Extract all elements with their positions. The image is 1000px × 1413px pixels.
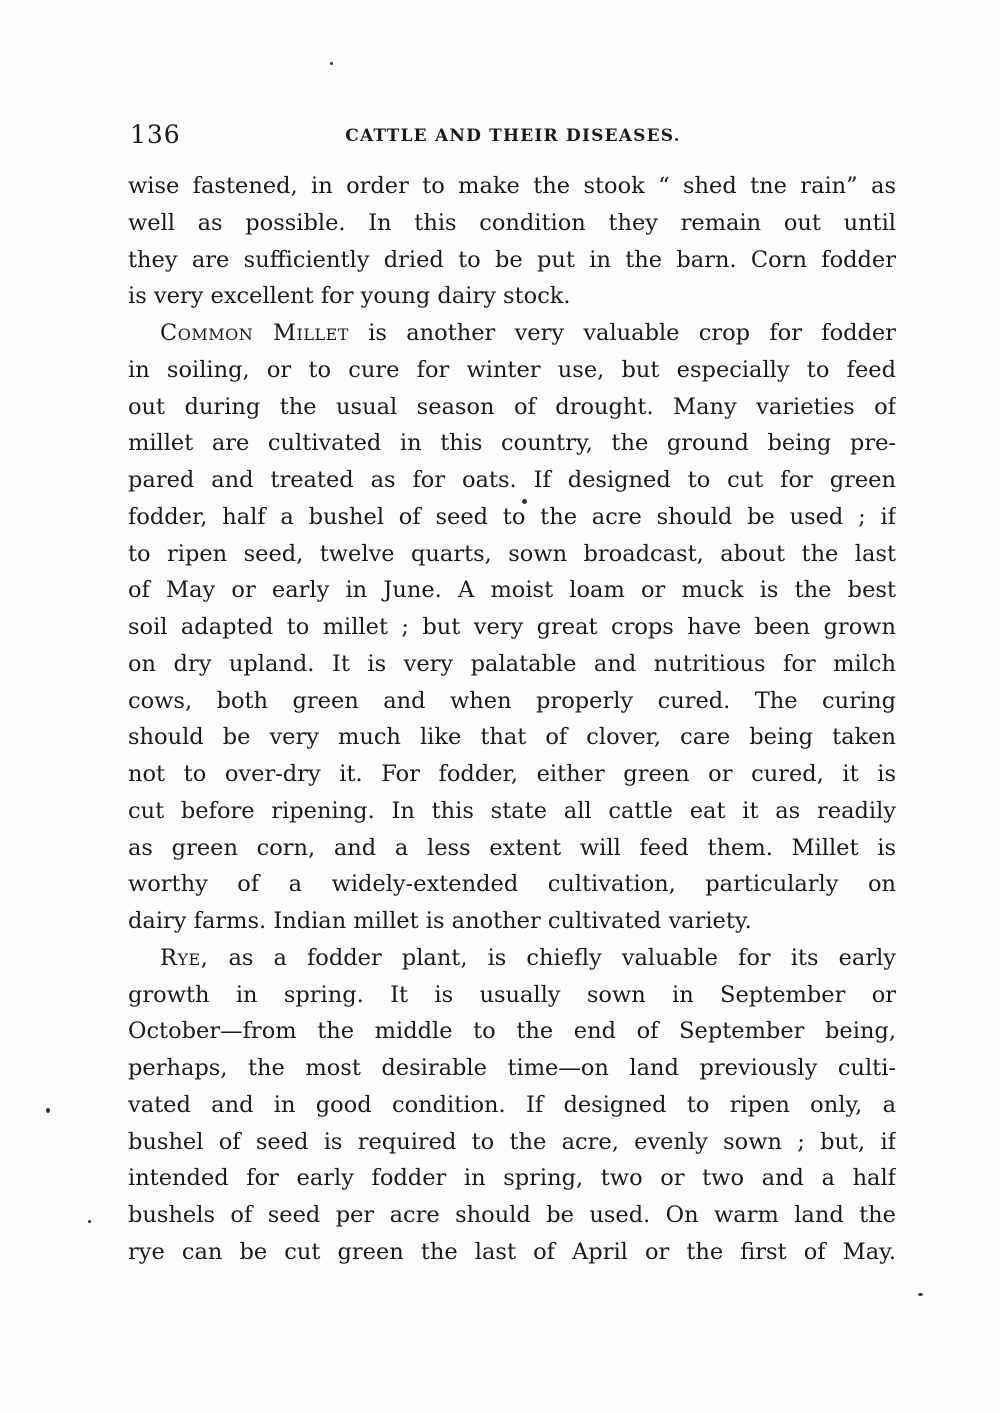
page-number: 136 [130,120,181,149]
text-line: vated and in good condition. If designed to ripen only, a [128,1091,896,1118]
text-line: fodder, half a bushel of seed to the acre should be used ; if [128,503,896,530]
paragraph-rye-first-line [128,940,896,977]
text-line: not to over-dry it. For fodder, either green or cured, it is [128,761,896,787]
text-line: cows, both green and when properly cured. The curing [128,687,896,714]
text-line: out during the usual season of drought. Many varieties of [128,393,896,420]
print-speck [522,499,527,504]
text-line: soil adapted to millet ; but very great crops have been grown [128,614,896,640]
text-line: to ripen seed, twelve quarts, sown broadcast, about the last [128,540,896,567]
paragraph-millet-first-line [128,315,896,352]
text-line: pared and treated as for oats. If designed to cut for green [128,467,896,493]
text-line: as green corn, and a less extent will feed them. Millet is [128,834,896,861]
text-line: October—from the middle to the end of September being, [128,1018,896,1045]
rye-line-rest: as a fodder plant, is chiefly valuable for its early [228,944,896,971]
term-common-millet: Common Millet [160,320,349,346]
text-line: intended for early fodder in spring, two or two and a half [128,1165,896,1192]
text-line: is very excellent for young dairy stock. [128,283,571,310]
text-line: growth in spring. It is usually sown in September or [128,981,896,1008]
text-line: of May or early in June. A moist loam or muck is the best [128,577,896,604]
print-speck [88,1220,91,1223]
print-speck [46,1108,50,1113]
print-speck [918,1293,923,1296]
text-line: should be very much like that of clover, care being taken [128,724,896,751]
text-line: cut before ripening. In this state all cattle eat it as readily [128,797,896,824]
millet-line-rest: is another very valuable crop for fodder [368,320,896,346]
text-line: they are sufficiently dried to be put in the barn. Corn fodder [128,246,896,273]
text-line: bushels of seed per acre should be used. On warm land the [128,1202,896,1228]
text-line: bushel of seed is required to the acre, evenly sown ; but, if [128,1128,896,1155]
term-rye: Rye, [160,944,209,971]
text-line: dairy farms. Indian millet is another cultivated variety. [128,908,752,934]
page-header [130,116,896,156]
text-line: worthy of a widely-extended cultivation, particularly on [128,871,896,898]
text-line: millet are cultivated in this country, the ground being pre- [128,430,896,457]
text-line: rye can be cut green the last of April or the first of May. [128,1238,896,1265]
print-speck [330,62,333,65]
text-line: perhaps, the most desirable time—on land previously culti- [128,1055,896,1081]
text-line: well as possible. In this condition they remain out until [128,209,896,236]
page-body [128,168,896,1271]
text-line: wise fastened, in order to make the stook “ shed tne rain” as [128,173,896,199]
text-line: in soiling, or to cure for winter use, but especially to feed [128,356,896,383]
running-title: CATTLE AND THEIR DISEASES. [345,126,681,146]
text-line: on dry upland. It is very palatable and nutritious for milch [128,650,896,677]
